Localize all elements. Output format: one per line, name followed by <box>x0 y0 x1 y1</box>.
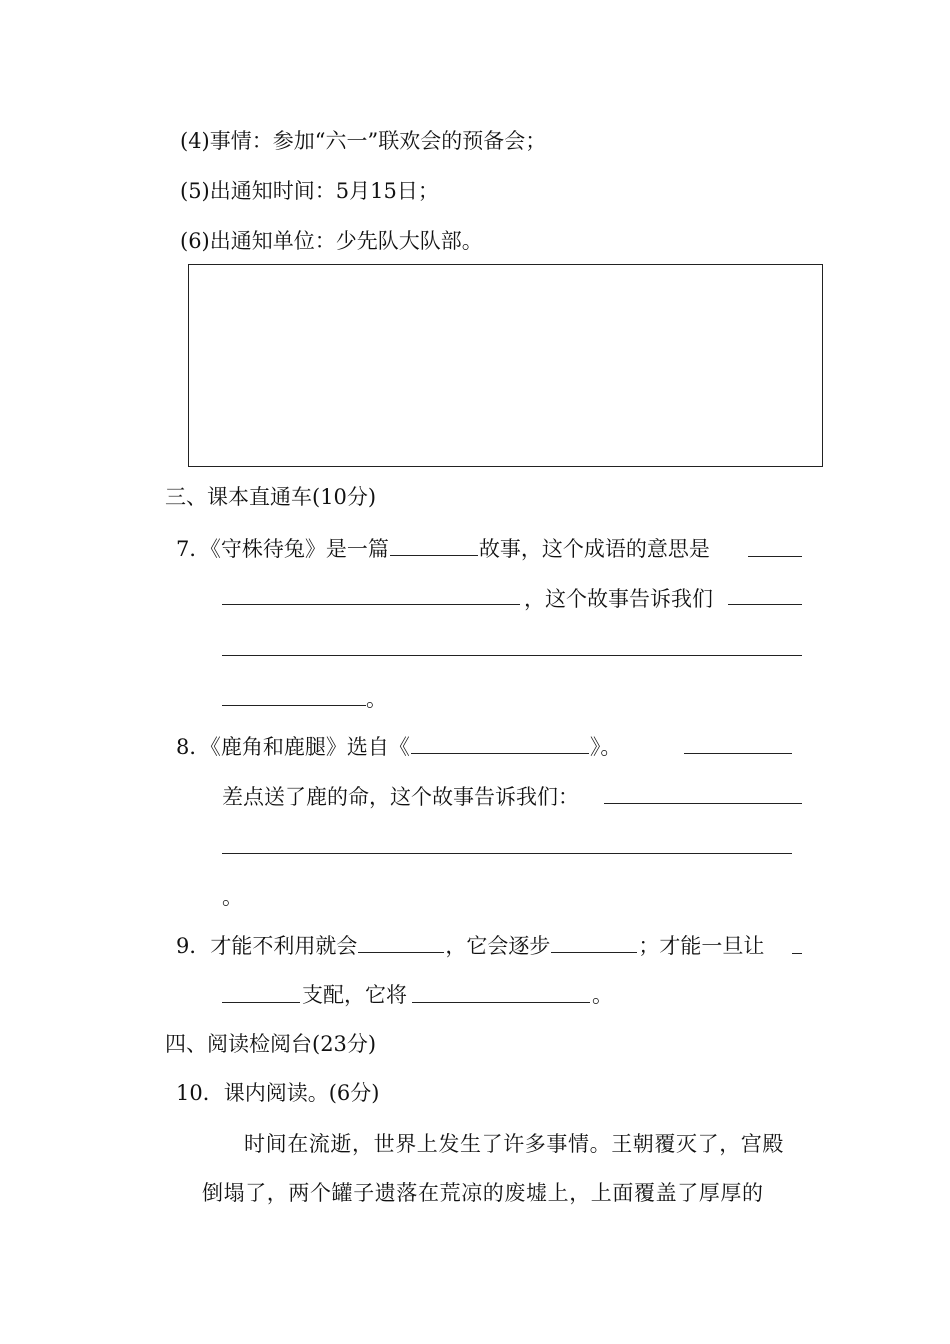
question-9-blank-2[interactable] <box>551 932 637 953</box>
question-9-blank-3a[interactable] <box>792 953 802 954</box>
question-9-end: 。 <box>592 983 613 1007</box>
passage-line-1: 时间在流逝，世界上发生了许多事情。王朝覆灭了，宫殿 <box>244 1132 784 1156</box>
question-8-text-3: 差点送了鹿的命，这个故事告诉我们： <box>222 785 579 809</box>
notice-answer-box[interactable] <box>188 264 823 467</box>
question-8-blank-2[interactable] <box>684 753 792 754</box>
question-9-blank-3b[interactable] <box>222 1002 300 1003</box>
question-8-text-2: 》。 <box>589 735 622 759</box>
question-10-label: 10．课内阅读。(6分) <box>176 1081 380 1105</box>
question-7-text-1: 《守株待兔》是一篇 <box>210 537 389 561</box>
question-9-number: 9． <box>176 934 211 958</box>
question-7-end: 。 <box>366 687 387 711</box>
question-9-text-1: 才能不利用就会 <box>210 934 358 958</box>
question-7-blank-3a[interactable] <box>728 604 802 605</box>
question-7-number: 7． <box>176 537 211 561</box>
question-7-line-1 <box>176 535 710 562</box>
question-7-blank-1[interactable] <box>390 535 478 556</box>
question-7-text-2: 故事，这个成语的意思是 <box>478 537 710 561</box>
question-7-blank-3b[interactable] <box>222 655 802 656</box>
question-8-blank-3a[interactable] <box>604 803 802 804</box>
question-8-blank-3b[interactable] <box>222 853 792 854</box>
question-9-text-4: 支配，它将 <box>302 983 407 1007</box>
question-8-line-1 <box>176 733 621 760</box>
question-9-blank-1[interactable] <box>358 932 444 953</box>
question-8-blank-1[interactable] <box>411 733 589 754</box>
question-8-text-1: 《鹿角和鹿腿》选自《 <box>210 735 410 759</box>
notice-item-5: (5)出通知时间：5月15日； <box>180 179 439 203</box>
question-9-blank-4[interactable] <box>412 1002 590 1003</box>
passage-line-2: 倒塌了，两个罐子遗落在荒凉的废墟上，上面覆盖了厚厚的 <box>202 1181 764 1205</box>
section-3-title: 三、课本直通车(10分) <box>165 485 377 509</box>
question-7-blank-2a[interactable] <box>748 556 802 557</box>
notice-item-4: (4)事情：参加“六一”联欢会的预备会； <box>180 129 547 153</box>
notice-item-6: (6)出通知单位：少先队大队部。 <box>180 229 483 253</box>
section-4-title: 四、阅读检阅台(23分) <box>165 1032 377 1056</box>
question-9-line-1 <box>176 932 764 959</box>
question-8-end: 。 <box>222 885 243 909</box>
question-7-blank-2b[interactable] <box>222 604 520 605</box>
question-7-text-3: ，这个故事告诉我们 <box>524 587 713 611</box>
question-8-number: 8． <box>176 735 211 759</box>
question-9-text-2: ，它会逐步 <box>445 934 551 958</box>
question-7-blank-3c[interactable] <box>222 705 366 706</box>
question-9-text-3: ；才能一旦让 <box>638 934 765 958</box>
